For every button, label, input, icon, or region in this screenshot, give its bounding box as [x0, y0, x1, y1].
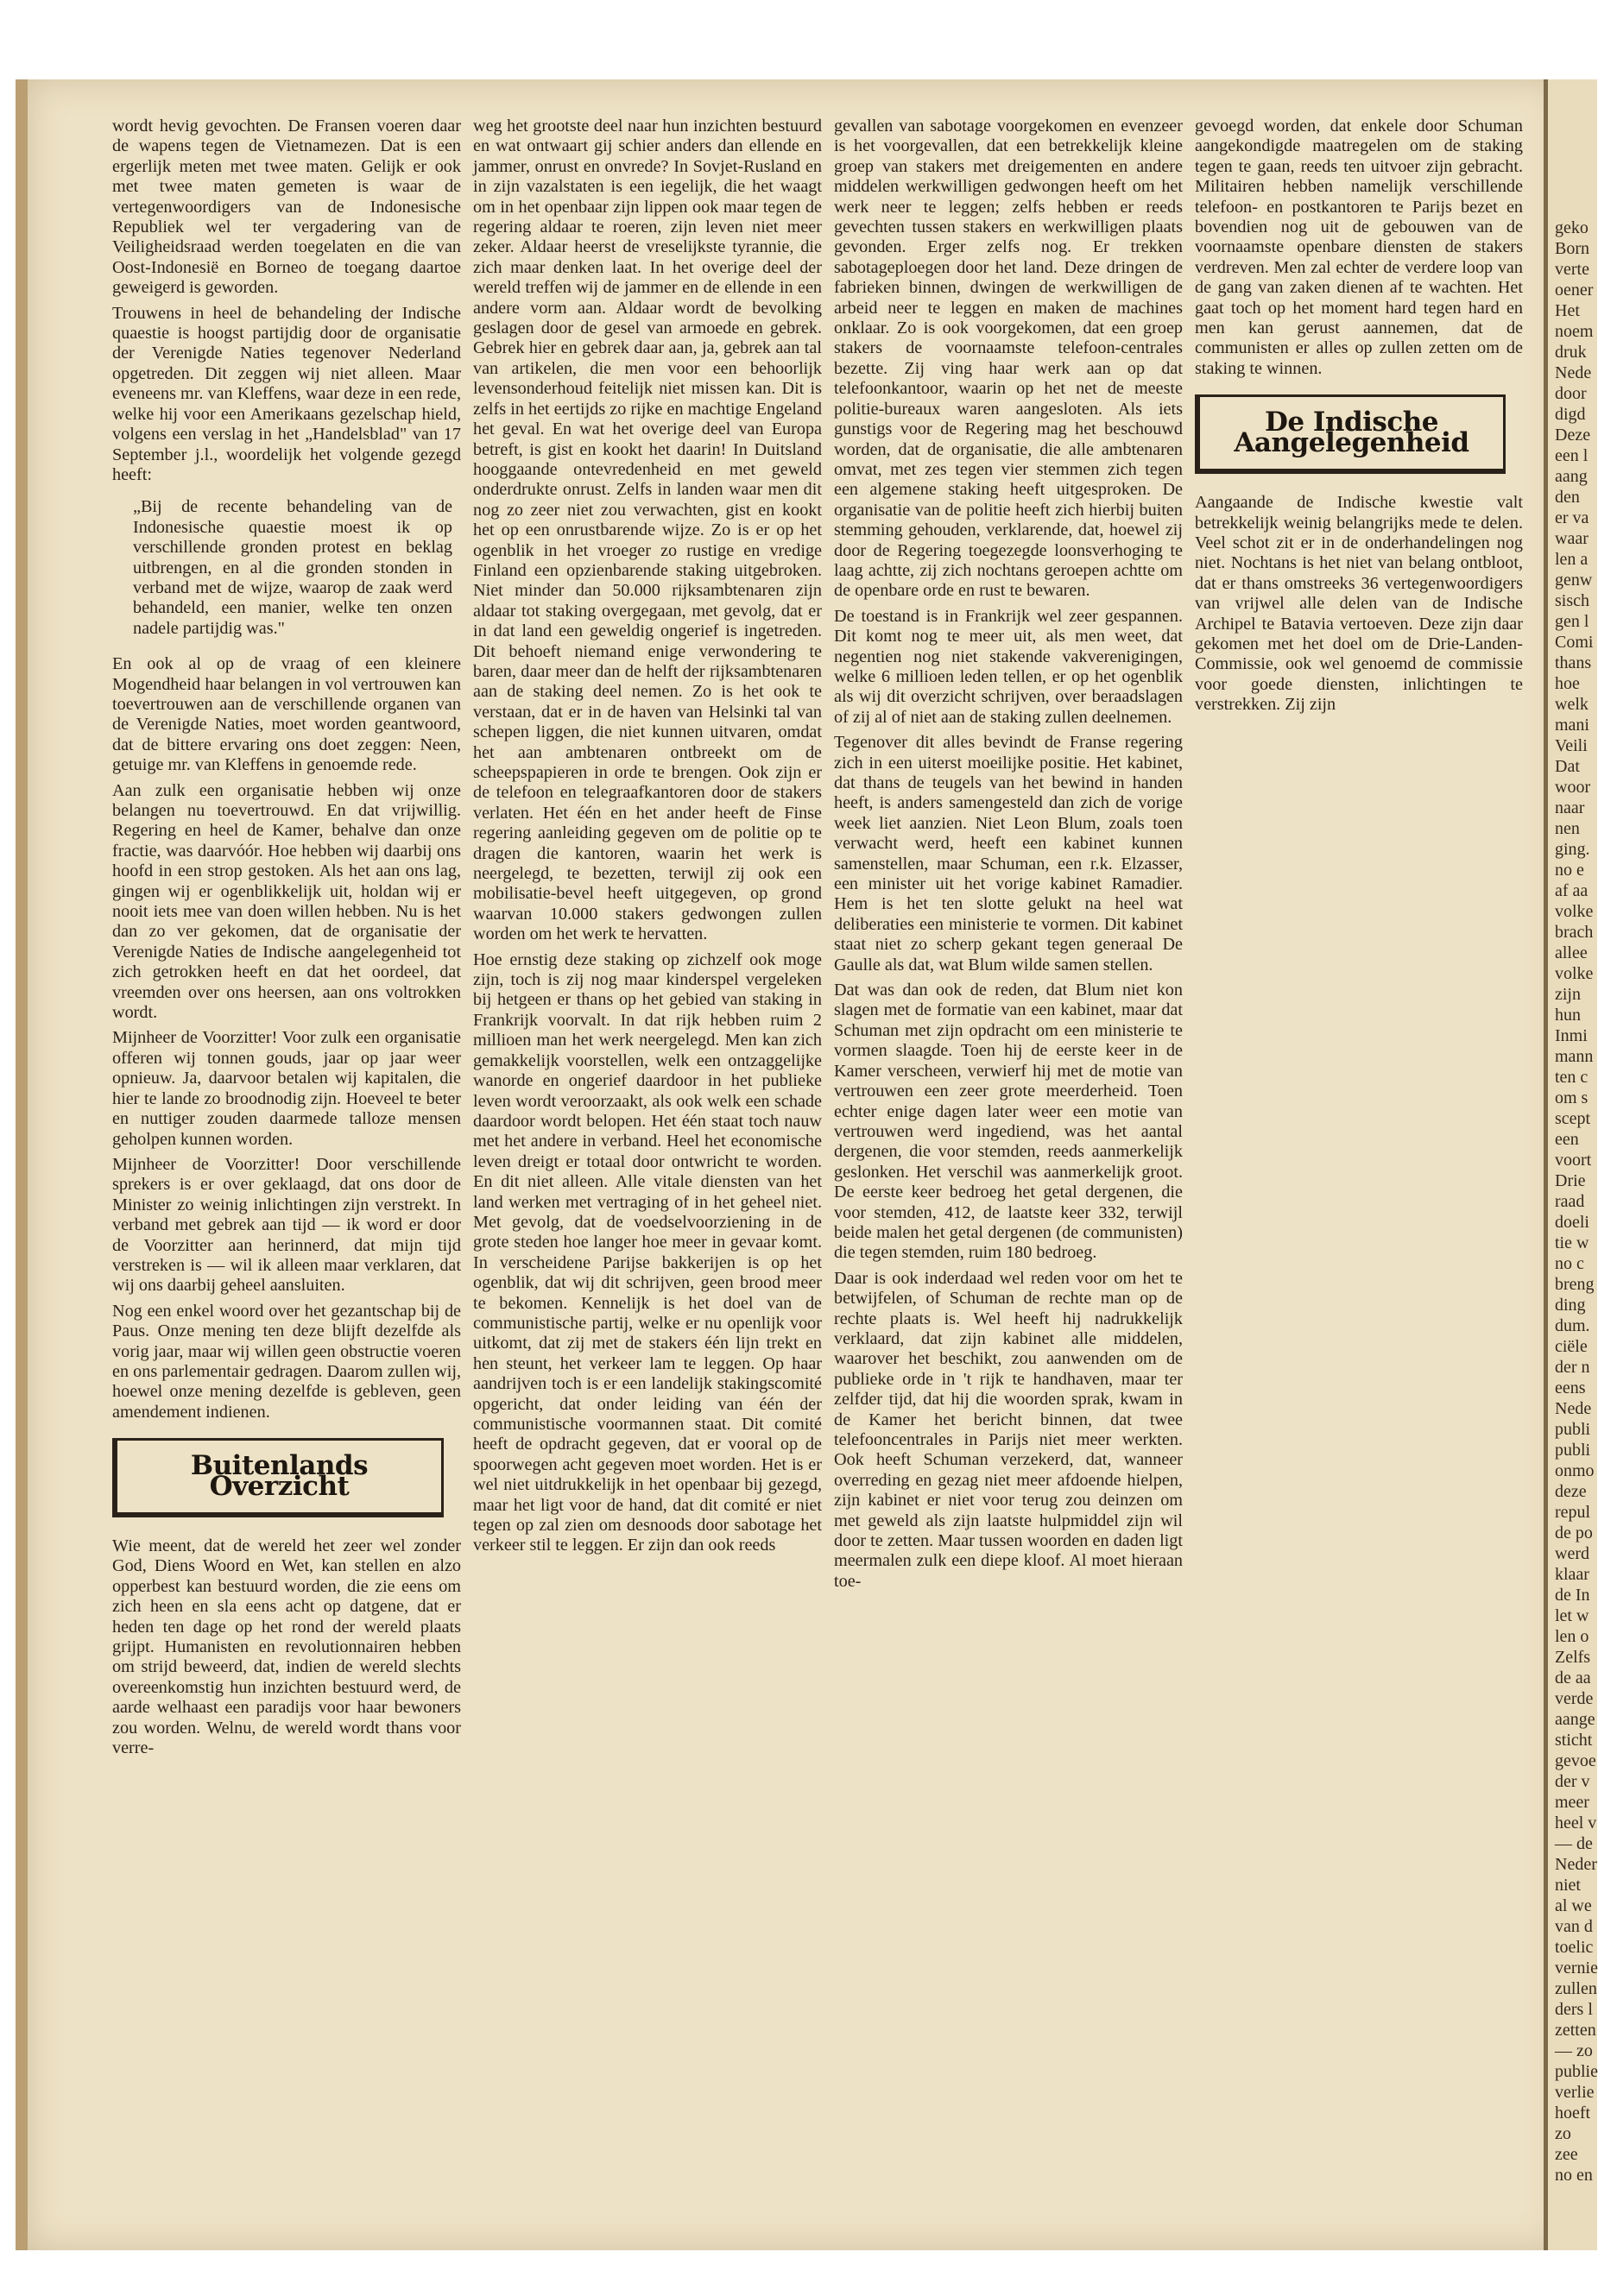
next-page-edge — [1544, 79, 1597, 2250]
paragraph: gevoegd worden, dat enkele door Schuman aangekondigde maatregelen om de staking tegen te gaan, reeds ten uitvoer zijn gebracht. Militairen hebben namelijk verschillende telefoon- en postkantoren te Parijs bezet en bovendien nog uit de gebouwen van de voornaamste openbare diensten de stakers verdreven. Men zal echter de verdere loop van de gang van zaken dienen af te wachten. Het gaat toch op het moment hard tegen hard en men kan gerust aannemen, dat de communisten er alles op zullen zetten om de staking te winnen. — [1195, 117, 1523, 378]
paragraph: Daar is ook inderdaad wel reden voor om het te betwijfelen, of Schuman de rechte man op de rechte plaats is. Wel heeft hij nadrukkelijk verklaard, dat zijn kabinet alle middelen, waarover het beschikt, zou aanwenden om de publieke orde in 't rijk te handhaven, maar ter zelfder tijd, dat hij die woorden sprak, kwam in de Kamer het bericht binnen, dat twee telefooncentrales in Parijs niet meer werkten. Ook heeft Schuman verzekerd, dat, wanneer overreding en gezag niet meer afdoende hielpen, zijn kabinet er niet voor terug zou deinzen om met geweld als zijn laatste hulpmiddel zijn wil door te zetten. Maar tussen woorden en daden ligt meermalen zulk een diepe kloof. Al moet hieraan toe- — [834, 1268, 1183, 1591]
paragraph: De toestand is in Frankrijk wel zeer gespannen. Dit komt nog te meer uit, als men weet, dat negentien nog niet stakende vakverenigingen, welke 6 millioen leden tellen, er op het ogenblik als wij dit overzicht schrijven, over beraadslagen of zij al of niet aan de staking zullen deelnemen. — [834, 606, 1183, 727]
paragraph: Dat was dan ook de reden, dat Blum niet kon slagen met de formatie van een kabinet, maar dat Schuman met zijn opdracht om een ministerie te vormen slaagde. Toen hij de eerste keer in de Kamer verscheen, verwierf hij met de motie van vertrouwen een zeer grote meerderheid. Toen echter enige dagen later weer een motie van vertrouwen werd ingediend, was het aantal dergenen, die voor stemden, reeds aanmerkelijk geslonken. Het verschil was aanmerkelijk groot. De eerste keer bedroeg het getal dergenen, die voor stemden, 412, de laatste keer 332, terwijl beide malen het getal dergenen (de communisten) die tegen stemden, ruim 180 bedroeg. — [834, 981, 1183, 1263]
paragraph: Tegenover dit alles bevindt de Franse regering zich in een uiterst moeilijke positie. Het kabinet, dat thans de teugels van het bewind in handen heeft, is anders samengesteld dan zich de vorige week liet aanzien. Niet Leon Blum, zoals toen verwacht werd, heeft een kabinet kunnen samenstellen, maar Schuman, een r.k. Elzasser, een minister uit het vorige kabinet Ramadier. Hem is het ten slotte gelukt na heel wat deliberaties een ministerie te vormen. Dit kabinet staat niet zo scherp gekant tegen generaal De Gaulle als dat, wat Blum wilde samen stellen. — [834, 733, 1183, 975]
paragraph: gevallen van sabotage voorgekomen en evenzeer is het voorgevallen, dat een betrekkelijk kleine groep van stakers met dreigementen en andere middelen werkwilligen gedwongen heeft om het werk neer te leggen; zelfs hebben er reeds gevechten tussen stakers en werkwilligen plaats gevonden. Erger zelfs nog. Er trekken sabotageploegen door het land. Deze dringen de fabrieken binnen, dwingen de werkwilligen de arbeid neer te leggen en maken de machines onklaar. Zo is ook voorgekomen, dat een groep stakers de voornaamste telefoon-centrales bezette. Zij ving haar werk aan op dat telefoonkantoor, waarin op het net de meeste politie-bureaux waren aangesloten. Als iets gunstigs voor de Regering mag het beschouwd worden, dat de organisatie, die alle ambtenaren omvat, met zes tegen vier stemmen zich tegen een algemene staking heeft uitgesproken. De organisatie van de politie heeft zich hierbij buiten stemming gehouden, verklarende, dat, hoewel zij door de Regering toegezegde loonsverhoging te laag achtte, zij zich nochtans geroepen achtte om de openbare orde en rust te bewaren. — [834, 117, 1183, 601]
section-heading-buitenlands-overzicht: Buitenlands Overzicht — [112, 1438, 444, 1517]
article-column-1 — [112, 117, 461, 2205]
quote-text: „Bij de recente behandeling van de Indonesische quaestie moest ik op verschillende gronden protest en beklag uitbrengen, en al die gronden stonden in verband met de wijze, waarop de zaak werd behandeld, een manier, welke ten onzen nadele partijdig was." — [133, 497, 452, 638]
paragraph: Trouwens in heel de behandeling der Indische quaestie is hoogst partijdig door de organisatie der Verenigde Naties tegenover Nederland opgetreden. Dit zeggen wij niet alleen. Maar eveneens mr. van Kleffens, waar deze in een rede, welke hij voor een Amerikaans gezelschap hield, volgens een verslag in het „Handelsblad" van 17 September j.l., woordelijk het volgende gezegd heeft: — [112, 303, 461, 484]
paragraph: Wie meent, dat de wereld het zeer wel zonder God, Diens Woord en Wet, kan stellen en alzo opperbest kan bestuurd worden, die zie eens om zich heen en sla eens acht op datgene, dat er heden ten dage op het rond der wereld plaats grijpt. Humanisten en revolutionnairen hebben om strijd beweerd, dat, indien de wereld slechts overeenkomstig hun inzichten bestuurd werd, de aarde welhaast een paradijs voor haar bewoners zou worden. Welnu, de wereld wordt thans voor verre- — [112, 1536, 461, 1758]
article-column-3 — [834, 117, 1183, 2205]
block-quote — [133, 497, 452, 639]
paragraph: Hoe ernstig deze staking op zichzelf ook moge zijn, toch is zij nog maar kinderspel vergeleken bij hetgeen er thans op het gebied van staking in Frankrijk voorvalt. In dat rijk hebben ruim 2 millioen man het werk neergelegd. Men kan zich gemakkelijk voorstellen, welk een ontzaggelijke wanorde en ongerief daardoor in het publieke leven wordt veroorzaakt, als ook welk een schade daardoor wordt belopen. Het één staat toch nauw met het andere in verband. Heel het economische leven dreigt er totaal door ontwricht te worden. En dit niet alleen. Alle vitale diensten van het land werken met vertraging of in het geheel niet. Met gevolg, dat de voedselvoorziening in de grote steden hoe langer hoe meer in gevaar komt. In verscheidene Parijse bakkerijen is op het ogenblik, dat wij dit schrijven, geen brood meer te bekomen. Kennelijk is het doel van de communistische partij, welke er nu openlijk voor uitkomt, dat zij met de stakers één lijn trekt en hen steunt, het verkeer lam te leggen. Op haar aandrijven toch is er een landelijk stakingscomité opgericht, dat onder leiding van één der communistische voormannen staat. Dit comité heeft de opdracht gegeven, dat er vooral op de spoorwegen acht gegeven moet worden. Het is er wel niet uitdrukkelijk in het openbaar bij gezegd, maar het ligt voor de hand, dat dit comité er niet tegen op zal zien om desnoods door sabotage het verkeer stil te leggen. Er zijn dan ook reeds — [473, 949, 822, 1555]
article-column-2 — [473, 117, 822, 2205]
next-page-text-fragment: geko Born verte oener Het noem druk Nede door digd Deze een l aang den er va waar len a genw sisch gen l Comi thans hoe welk mani Veili Dat woor naar nen ging. no e af aa volke brach allee volke zijn hun Inmi mann ten c om s scept een voort Drie raad doeli tie w no c breng ding dum. ciële der n eens Nede publi publi onmo deze repul de po werd klaar de In let w len o Zelfs de aa verde aange sticht gevoe der v meer heel v — de Neder niet al we van d toelic vernie zullen ders l zetten — zo publie verlie hoeft zo zee no en — [1555, 218, 1598, 2185]
article-column-4 — [1195, 117, 1523, 2205]
section-heading-indische-aangelegenheid: De Indische Aangelegenheid — [1195, 394, 1506, 474]
paragraph: wordt hevig gevochten. De Fransen voeren daar de wapens tegen de Vietnamezen. Dat is een ergerlijk meten met twee maten. Gelijk er ook met twee maten gemeten is waar de vertegenwoordigers van de Indonesische Republiek wel ter vergadering van de Veiligheidsraad werden toegelaten en die van Oost-Indonesië en Borneo de toegang daartoe geweigerd is geworden. — [112, 117, 461, 298]
paragraph: Nog een enkel woord over het gezantschap bij de Paus. Onze mening ten deze blijft dezelfde als vorig jaar, maar wij willen geen obstructie voeren en ons parlementair gedragen. Daarom zullen wij, hoewel onze mening dezelfde is gebleven, geen amendement indienen. — [112, 1301, 461, 1422]
paragraph: Aan zulk een organisatie hebben wij onze belangen nu toevertrouwd. En dat vrijwillig. Regering en heel de Kamer, behalve dan onze fractie, was daarvóór. Hoe hebben wij daarbij ons hoofd in een strop gestoken. Als het aan ons lag, gingen wij er ogenblikkelijk uit, holdan wij er nooit iets mee van doen willen hebben. Nu is het dan zo ver gekomen, dat de organisatie der Verenigde Naties de Indische aangelegenheid tot zich getrokken heeft en dat het oordeel, dat vreemden over ons heersen, aan ons voltrokken wordt. — [112, 780, 461, 1023]
paragraph: weg het grootste deel naar hun inzichten bestuurd en wat ontwaart gij schier anders dan ellende en jammer, onrust en onvrede? In Sovjet-Rusland en in zijn vazalstaten is een iegelijk, die het waagt om in het openbaar zijn lippen ook maar tegen de regering aldaar te roeren, zijn leven niet meer zeker. Aldaar heerst de vreselijkste tyrannie, die zich maar denken laat. In het overige deel der wereld treffen wij de jammer en de ellende in een andere vorm aan. Aldaar wordt de bevolking geslagen door de gesel van armoede en gebrek. Gebrek hier en gebrek daar aan, ja, gebrek aan tal van artikelen, die men voor een behoorlijk levensonderhoud feitelijk niet missen kan. Dit is zelfs in het eertijds zo rijke en machtige Engeland het geval. En wat het overige deel van Europa betreft, is gist en kookt het daarin! In Duitsland hooggaande ontevredenheid en met geweld onderdrukte onrust. Zelfs in landen waar men dit nog zo zeer niet zou verwachten, gist en kookt het op een onrustbarende wijze. Zo is er op het ogenblik in het vroeger zo rustige en vredige Finland een opzienbarende staking uitgebroken. Niet minder dan 50.000 rijksambtenaren zijn aldaar tot staking overgegaan, met gevolg, dat er in dat land een geweldig ongerief is ingetreden. Dit behoeft niemand enige verwondering te baren, daar meer dan de helft der rijksambtenaren aan de staking deel nemen. Zo is het ook te verstaan, dat er in de haven van Helsinki tal van schepen liggen, die niet kunnen uitvaren, omdat het aan ambtenaren ontbreekt om de scheepspapieren in orde te brengen. Ook zijn er de telefoon en telegraafkantoren door de stakers verlaten. Het één en het ander heeft de Finse regering aanleiding gegeven om de politie op te dragen die kantoren, waarin het werk is neergelegd, te bezetten, terwijl zij ook een mobilisatie-bevel heeft uitgegeven, op grond waarvan 10.000 stakers gedwongen zullen worden om het werk te hervatten. — [473, 117, 822, 944]
paragraph: En ook al op de vraag of een kleinere Mogendheid haar belangen in vol vertrouwen kan toevertrouwen aan de verschillende organen van de Verenigde Naties, moet worden geantwoord, dat de bittere ervaring ons doet zeggen: Neen, getuige mr. van Kleffens in genoemde rede. — [112, 654, 461, 775]
paragraph: Mijnheer de Voorzitter! Door verschillende sprekers is er over geklaagd, dat ons door de Minister zo weinig inlichtingen zijn verstrekt. In verband met gebrek aan tijd — ik word er door de Voorzitter aan herinnerd, dat mijn tijd verstreken is — wil ik alleen maar verklaren, dat wij ons daarbij geheel aansluiten. — [112, 1154, 461, 1296]
paragraph: Mijnheer de Voorzitter! Voor zulk een organisatie offeren wij tonnen gouds, jaar op jaar weer opnieuw. Ja, daarvoor betalen wij kapitalen, die hier te lande zo broodnodig zijn. Hoeveel te beter en nuttiger zouden daarmede talloze mensen geholpen kunnen worden. — [112, 1028, 461, 1149]
paragraph: Aangaande de Indische kwestie valt betrekkelijk weinig belangrijks mede te delen. Veel schot zit er in de onderhandelingen nog niet. Nochtans is het niet van belang ontbloot, dat er thans omstreeks 36 vertegenwoordigers van vrijwel alle delen van de Indische Archipel te Batavia vertoeven. Deze zijn daar gekomen met het doel om de Drie-Landen-Commissie, ook wel genoemd de commissie voor goede diensten, inlichtingen te verstrekken. Zij zijn — [1195, 493, 1523, 715]
